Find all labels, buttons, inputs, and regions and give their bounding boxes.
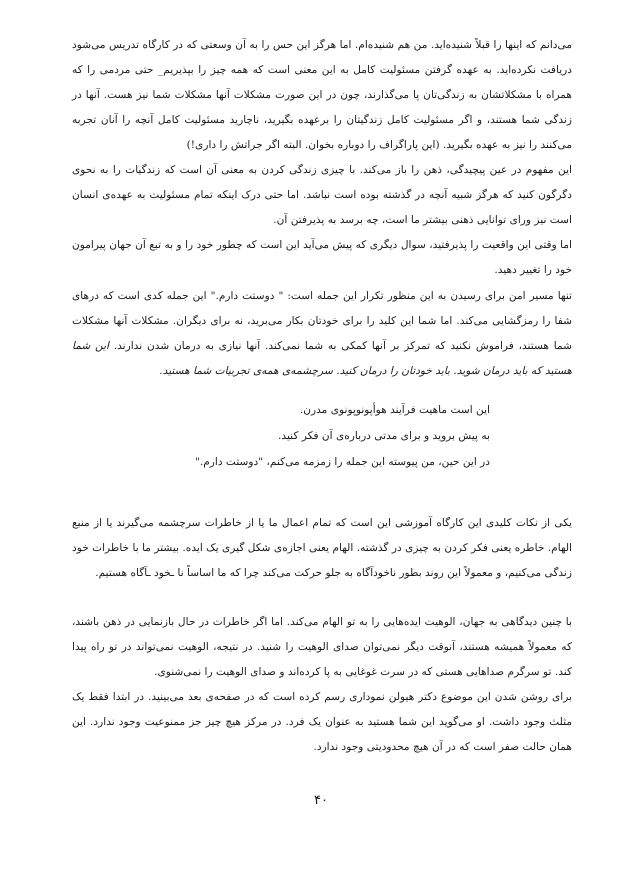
paragraph-6: با چنین دیدگاهی به جهان، الوهیت ایده‌هایی را به تو الهام می‌کند. اما اگر خاطرات در حال بازنمایی در ذهن باشند، که معمولاً همیشه هستند، آنوقت دیگر نمی‌توان صدای الوهیت را شنید. در نتیجه، الوهیت نمی‌تواند در تو راه پیدا کند. تو سرگرم صداهایی هستی که در سرت غوغایی به پا کرده‌اند و صدای الوهیت را نمی‌شنوی. (72, 616, 572, 678)
paragraph-5: یکی از نکات کلیدی این کارگاه آموزشی این است که تمام اعمال ما یا از خاطرات سرچشمه می‌گیرند یا از منبع الهام. خاطره یعنی فکر کردن به چیزی در گذشته. الهام یعنی اجازه‌ی شکل گیری یک ایده. بیشتر ما با خاطرات خود زندگی می‌کنیم، و معمولاً این روند بطور ناخودآگاه به جلو حرکت می‌کند چرا که ما اساساً نا ـخود ـآگاه هستیم. (72, 517, 572, 579)
paragraph-2: این مفهوم در عین پیچیدگی، ذهن را باز می‌کند. با چیزی زندگی کردن به معنی آن است که زندگیات را به نحوی دگرگون کنید که هرگز شبیه آنچه در گذشته بوده است نباشد. اما حتی درک اینکه تمام مسئولیت به عهده‌ی انسان است نیز ورای توانایی ذهنی بیشتر ما است، چه برسد به پذیرفتن آن. (72, 164, 572, 226)
page-number: ۴۰ (314, 793, 328, 808)
paragraph-4-italic: این شما هستید که باید درمان شوید. (72, 340, 572, 377)
paragraph-4-end: باید خودتان را درمان کنید. سرچشمه‌ی همه‌ی تجربیات شما هستید. (159, 365, 450, 377)
quote-line-1: این است ماهیت فرآیند هوأپونوپونوی مدرن. (299, 404, 490, 416)
paragraph-1: می‌دانم که اینها را قبلاً شنیده‌اید. من هم شنیده‌ام. اما هرگز این حس را به آن وسعتی که در کارگاه تدریس می‌شود دریافت نکرده‌اید. به عهده گرفتن مسئولیت کامل به این معنی است که همه چیز را بپذیریم_ حتی مردمی را که همراه با مشکلاتشان به زندگی‌تان پا می‌گذارند، چون در این صورت مشکلات آنها مشکلات شما نیز هست. آنها در زندگی شما هستند، و اگر مسئولیت کامل زندگیتان را برعهده بگیرید، ناچارید مسئولیت کامل آنچه را آنان تجربه می‌کنند را نیز به عهده بگیرید. (این پاراگراف را دوباره بخوان. البته اگر جراتش را داری!) (72, 39, 572, 151)
paragraph-3: اما وقتی این واقعیت را پذیرفتید، سوال دیگری که پیش می‌آید این است که چطور خود را و به تبع آن جهان پیرامون خود را تغییر دهید. (72, 239, 572, 276)
quote-line-2: به پیش بروید و برای مدتی درباره‌ی آن فکر کنید. (278, 430, 490, 442)
paragraph-7: برای روشن شدن این موضوع دکتر هیولن نموداری رسم کرده است که در صفحه‌ی بعد می‌بینید. در ابتدا فقط یک مثلث وجود داشت. او می‌گوید این شما هستید به عنوان یک فرد. در مرکز هیچ چیز جز ممنوعیت وجود ندارد. این همان حالت صفر است که در آن هیچ محدودیتی وجود ندارد. (72, 691, 572, 753)
paragraph-4 (72, 284, 572, 384)
quote-line-3: در این حین، من پیوسته این جمله را زمزمه می‌کنم، "دوستت دارم." (194, 456, 490, 468)
paragraph-4-text: تنها مسیر امن برای رسیدن به این منظور تکرار این جمله است: " دوستت دارم." این جمله کدی است که درهای شفا را رمزگشایی می‌کند. اما شما این کلید را برای خودتان بکار می‌برید، نه برای دیگران. مشکلات آنها مشکلات شما هستند، فراموش نکنید که تمرکز بر آنها کمکی به شما نمی‌کند. آنها نیازی به درمان شدن ندارند. (72, 290, 572, 352)
